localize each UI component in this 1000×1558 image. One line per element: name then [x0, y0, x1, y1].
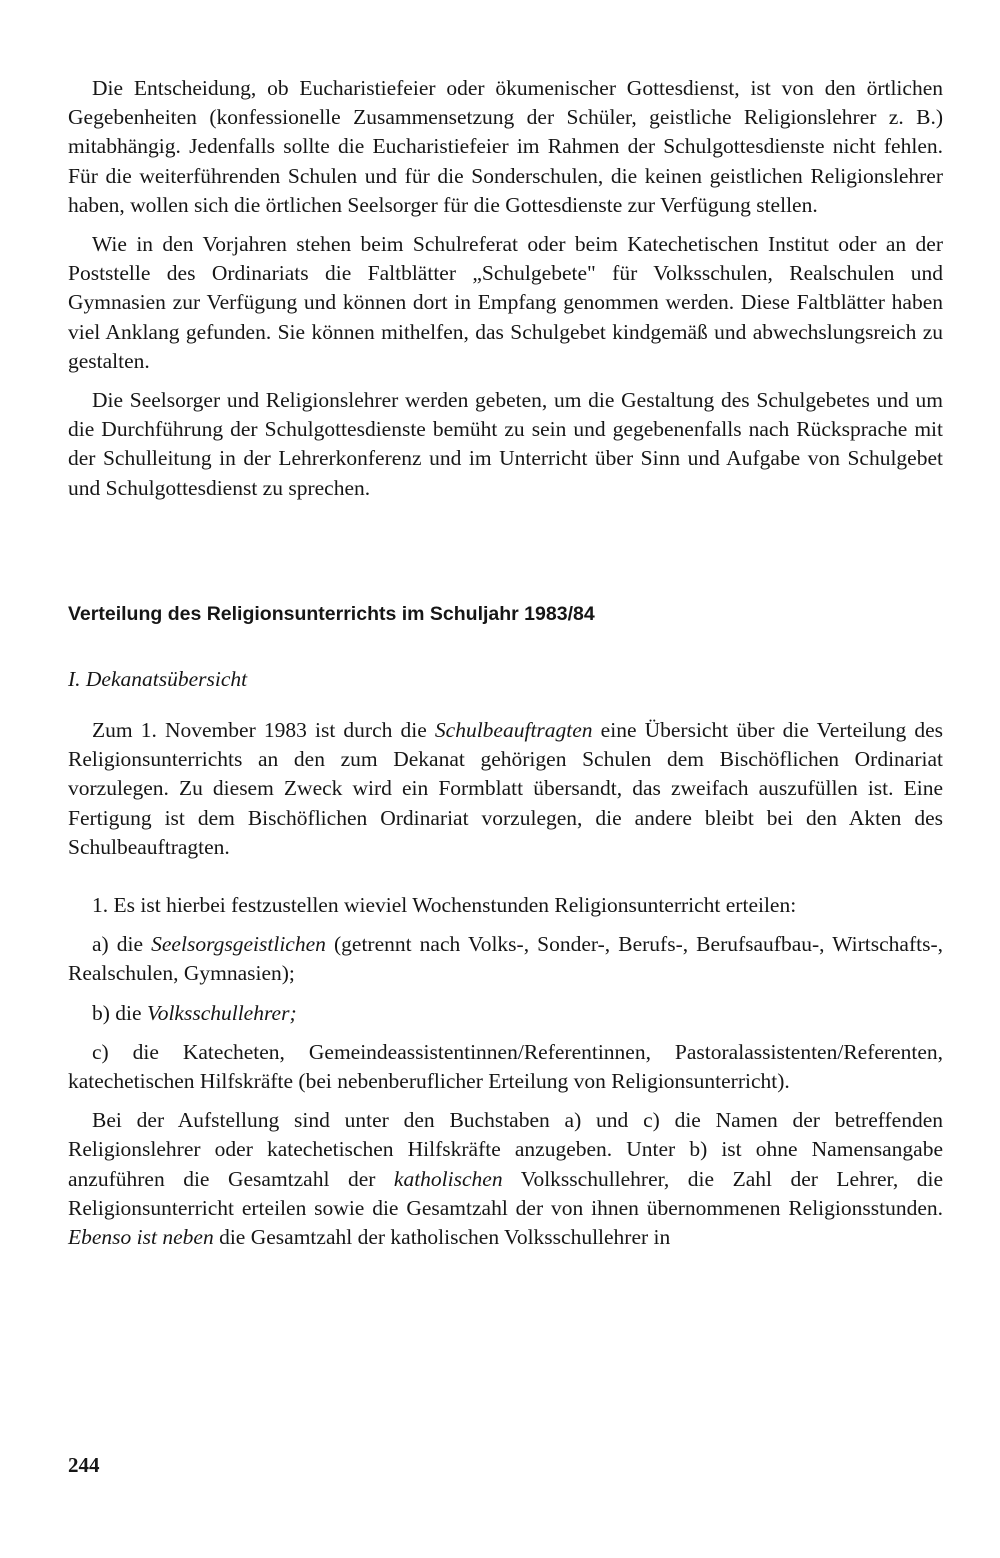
closing-text-3: die Gesamtzahl der katholischen Volksschullehrer in — [213, 1225, 671, 1250]
intro-text-before: Zum 1. November 1983 ist durch die — [92, 718, 435, 743]
section-heading: Verteilung des Religionsunterrichts im Schuljahr 1983/84 — [68, 602, 595, 625]
item-a-emphasis: Seelsorgsgeistlichen — [151, 932, 326, 957]
page-number: 244 — [68, 1453, 100, 1477]
closing-text-2: Volksschullehrer, die Zahl der Lehrer, die Religionsunterricht erteilen sowie die Gesamtzahl der von ihnen übernommenen Religionsstunden. — [68, 1166, 943, 1220]
item-b-emphasis: Volksschullehrer; — [146, 1000, 297, 1025]
document-page — [68, 74, 943, 1252]
item-a-prefix: a) die — [92, 932, 152, 957]
item-a-text: (getrennt nach Volks-, Sonder-, Berufs-, Berufsaufbau-, Wirtschafts-, Realschulen, Gymnasien); — [68, 932, 943, 986]
paragraph-seelsorger: Die Seelsorger und Religionslehrer werden gebeten, um die Gestaltung des Schulgebetes und um die Durchführung der Schulgottesdienste bemüht zu sein und gegebenenfalls nach Rücksprache mit der Schulleitung in der Lehrerkonferenz und im Unterricht über Sinn und Aufgabe von Schulgebet und Schulgottesdienst zu sprechen. — [68, 388, 943, 500]
paragraph-intro — [68, 716, 943, 862]
paragraph-eucharistiefeier: Die Entscheidung, ob Eucharistiefeier oder ökumenischer Gottesdienst, ist von den örtlichen Gegebenheiten (konfessionelle Zusammensetzung der Schüler, geistliche Religionslehrer z. B.) mitabhängig. Jedenfalls sollte die Eucharistiefeier im Rahmen der Schulgottesdienste nicht fehlen. Für die weiterführenden Schulen und für die Sonderschulen, die keinen geistlichen Religionslehrer haben, wollen sich die örtlichen Seelsorger für die Gottesdienste zur Verfügung stellen. — [68, 76, 943, 217]
paragraph-faltblaetter: Wie in den Vorjahren stehen beim Schulreferat oder beim Katechetischen Institut oder an der Poststelle des Ordinariats die Faltblätter „Schulgebete" für Volksschulen, Realschulen und Gymnasien zur Verfügung und können dort in Empfang genommen werden. Diese Faltblätter haben viel Anklang gefunden. Sie können mithelfen, das Schulgebet kindgemäß und abwechslungsreich zu gestalten. — [68, 232, 943, 373]
intro-emphasis: Schulbeauftragten — [434, 718, 593, 743]
list-item-a — [68, 930, 943, 988]
list-item-c: c) die Katecheten, Gemeindeassistentinnen/Referentinnen, Pastoralassistenten/Referenten, katechetischen Hilfskräfte (bei nebenberuflicher Erteilung von Religionsunterricht). — [68, 1039, 943, 1094]
paragraph-point-1: 1. Es ist hierbei festzustellen wieviel Wochenstunden Religionsunterricht erteilen: — [92, 893, 797, 918]
closing-text-1: Bei der Aufstellung sind unter den Buchstaben a) und c) die Namen der betreffenden Religionslehrer oder katechetischen Hilfskräfte anzugeben. Unter b) ist ohne Namensangabe anzuführen die Gesamtzahl der — [68, 1108, 943, 1191]
list-item-b — [68, 999, 943, 1028]
intro-text-after: eine Übersicht über die Verteilung des Religionsunterrichts an den zum Dekanat gehörigen Schulen dem Bischöflichen Ordinariat vorzulegen. Zu diesem Zweck wird ein Formblatt übersandt, das zweifach auszufüllen ist. Eine Fertigung ist dem Bischöflichen Ordinariat vorzulegen, die andere bleibt bei den Akten des Schulbeauftragten. — [68, 718, 943, 859]
closing-emphasis-2: Ebenso ist neben — [68, 1225, 214, 1250]
section-subheading: I. Dekanatsübersicht — [68, 666, 248, 691]
closing-emphasis-1: katholischen — [393, 1166, 503, 1191]
item-b-prefix: b) die — [92, 1000, 147, 1025]
paragraph-closing — [68, 1106, 943, 1252]
